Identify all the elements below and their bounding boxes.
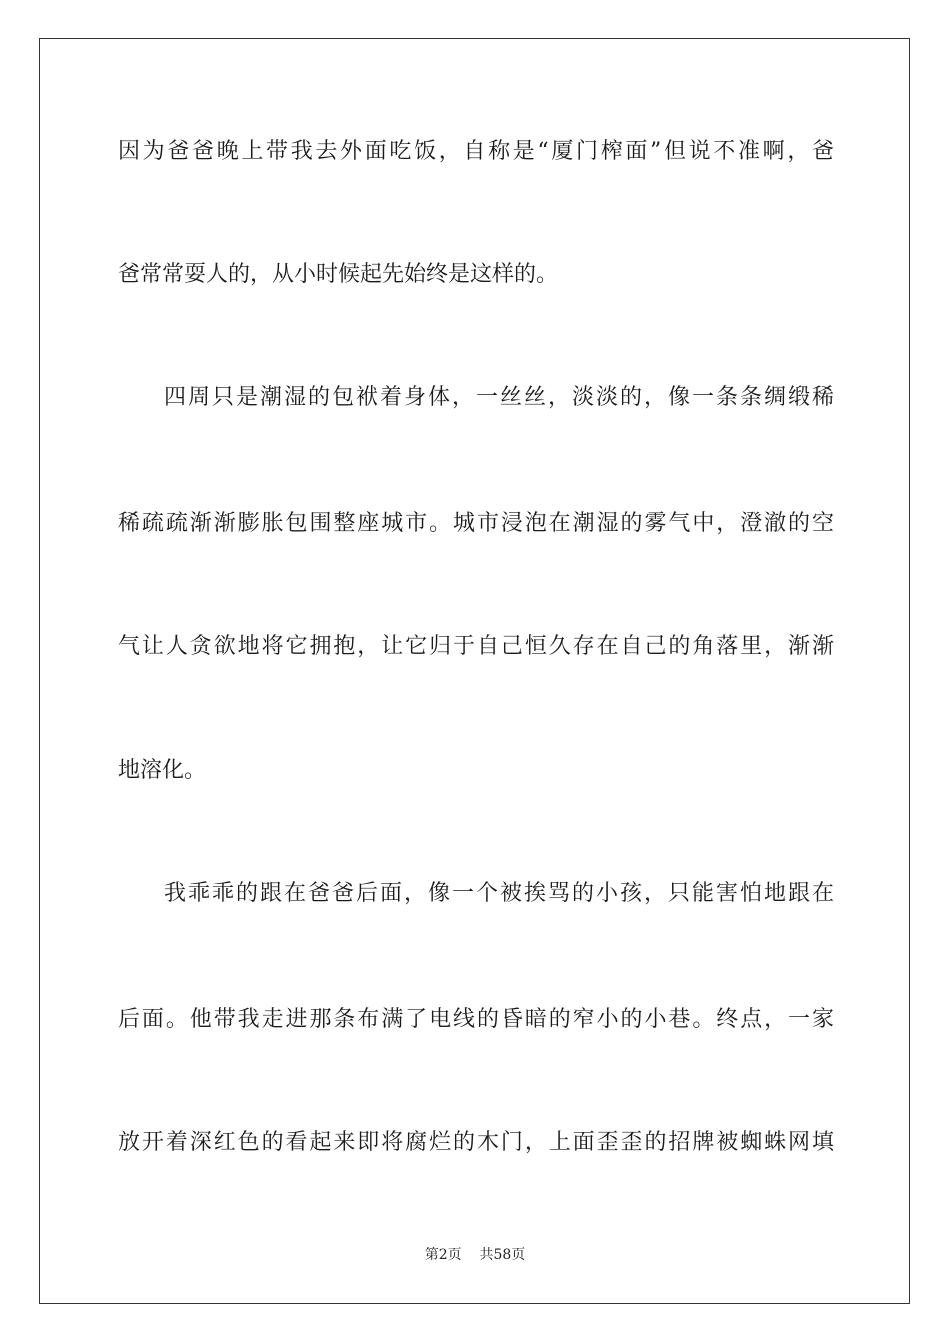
page-number: 第2页: [424, 1247, 462, 1263]
text-line-4: 稀疏疏渐渐膨胀包围整座城市。城市浸泡在潮湿的雾气中，澄澈的空: [118, 511, 834, 536]
page-total: 共58页: [479, 1247, 526, 1263]
text-line-1: 因为爸爸晚上带我去外面吃饭，自称是“厦门榨面”但说不准啊，爸: [118, 139, 834, 164]
page-footer: [0, 1246, 950, 1264]
text-line-9: 放开着深红色的看起来即将腐烂的木门，上面歪歪的招牌被蜘蛛网填: [118, 1130, 834, 1155]
page-border: [39, 38, 910, 1304]
text-line-7: 我乖乖的跟在爸爸后面，像一个被挨骂的小孩，只能害怕地跟在: [164, 881, 834, 906]
text-line-3: 四周只是潮湿的包袱着身体，一丝丝，淡淡的，像一条条绸缎稀: [164, 385, 834, 410]
text-line-2: 爸常常耍人的，从小时候起先始终是这样的。: [118, 262, 559, 287]
text-line-6: 地溶化。: [118, 758, 207, 783]
text-line-8: 后面。他带我走进那条布满了电线的昏暗的窄小的小巷。终点，一家: [118, 1007, 834, 1032]
text-line-5: 气让人贪欲地将它拥抱，让它归于自己恒久存在自己的角落里，渐渐: [118, 634, 834, 659]
